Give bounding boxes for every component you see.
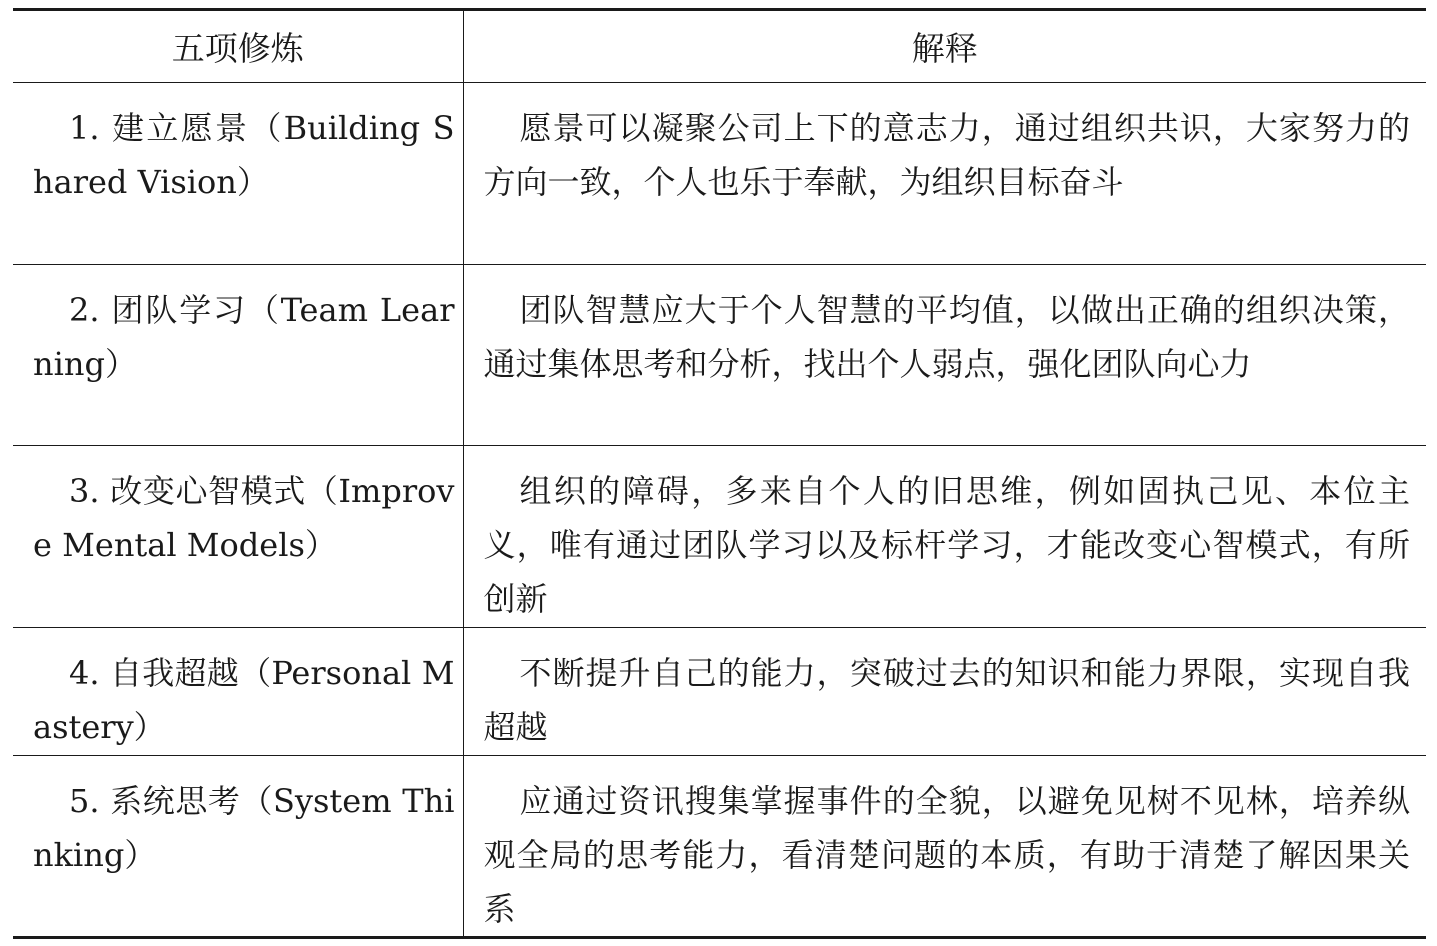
explanation-cell bbox=[463, 265, 1426, 446]
explanation-cell bbox=[463, 83, 1426, 265]
header-row bbox=[13, 10, 1426, 83]
discipline-cell bbox=[13, 446, 463, 628]
discipline-text: 2. 团队学习（Team Learning） bbox=[33, 291, 455, 383]
explanation-text: 愿景可以凝聚公司上下的意志力，通过组织共识，大家努力的方向一致，个人也乐于奉献，为组织目标奋斗 bbox=[483, 109, 1410, 201]
discipline-text: 1. 建立愿景（Building Shared Vision） bbox=[33, 109, 455, 201]
table-header bbox=[13, 10, 1426, 83]
table-row bbox=[13, 446, 1426, 628]
table-row bbox=[13, 265, 1426, 446]
header-discipline: 五项修炼 bbox=[13, 10, 463, 83]
table-grid bbox=[13, 8, 1426, 939]
discipline-cell bbox=[13, 628, 463, 756]
discipline-text: 3. 改变心智模式（Improve Mental Models） bbox=[33, 472, 455, 564]
explanation-cell bbox=[463, 756, 1426, 938]
header-explanation: 解释 bbox=[463, 10, 1426, 83]
table-row bbox=[13, 628, 1426, 756]
explanation-text: 应通过资讯搜集掌握事件的全貌，以避免见树不见林，培养纵观全局的思考能力，看清楚问题的本质，有助于清楚了解因果关系 bbox=[483, 782, 1410, 928]
discipline-cell bbox=[13, 756, 463, 938]
table-row bbox=[13, 83, 1426, 265]
table-row bbox=[13, 756, 1426, 938]
explanation-text: 组织的障碍，多来自个人的旧思维，例如固执己见、本位主义，唯有通过团队学习以及标杆学习，才能改变心智模式，有所创新 bbox=[483, 472, 1410, 618]
discipline-text: 5. 系统思考（System Thinking） bbox=[33, 782, 455, 874]
discipline-cell bbox=[13, 83, 463, 265]
discipline-cell bbox=[13, 265, 463, 446]
table-body bbox=[13, 83, 1426, 938]
explanation-text: 不断提升自己的能力，突破过去的知识和能力界限，实现自我超越 bbox=[483, 654, 1410, 746]
five-disciplines-table bbox=[13, 8, 1426, 939]
discipline-text: 4. 自我超越（Personal Mastery） bbox=[33, 654, 455, 746]
explanation-text: 团队智慧应大于个人智慧的平均值，以做出正确的组织决策，通过集体思考和分析，找出个人弱点，强化团队向心力 bbox=[483, 291, 1410, 383]
explanation-cell bbox=[463, 446, 1426, 628]
explanation-cell bbox=[463, 628, 1426, 756]
